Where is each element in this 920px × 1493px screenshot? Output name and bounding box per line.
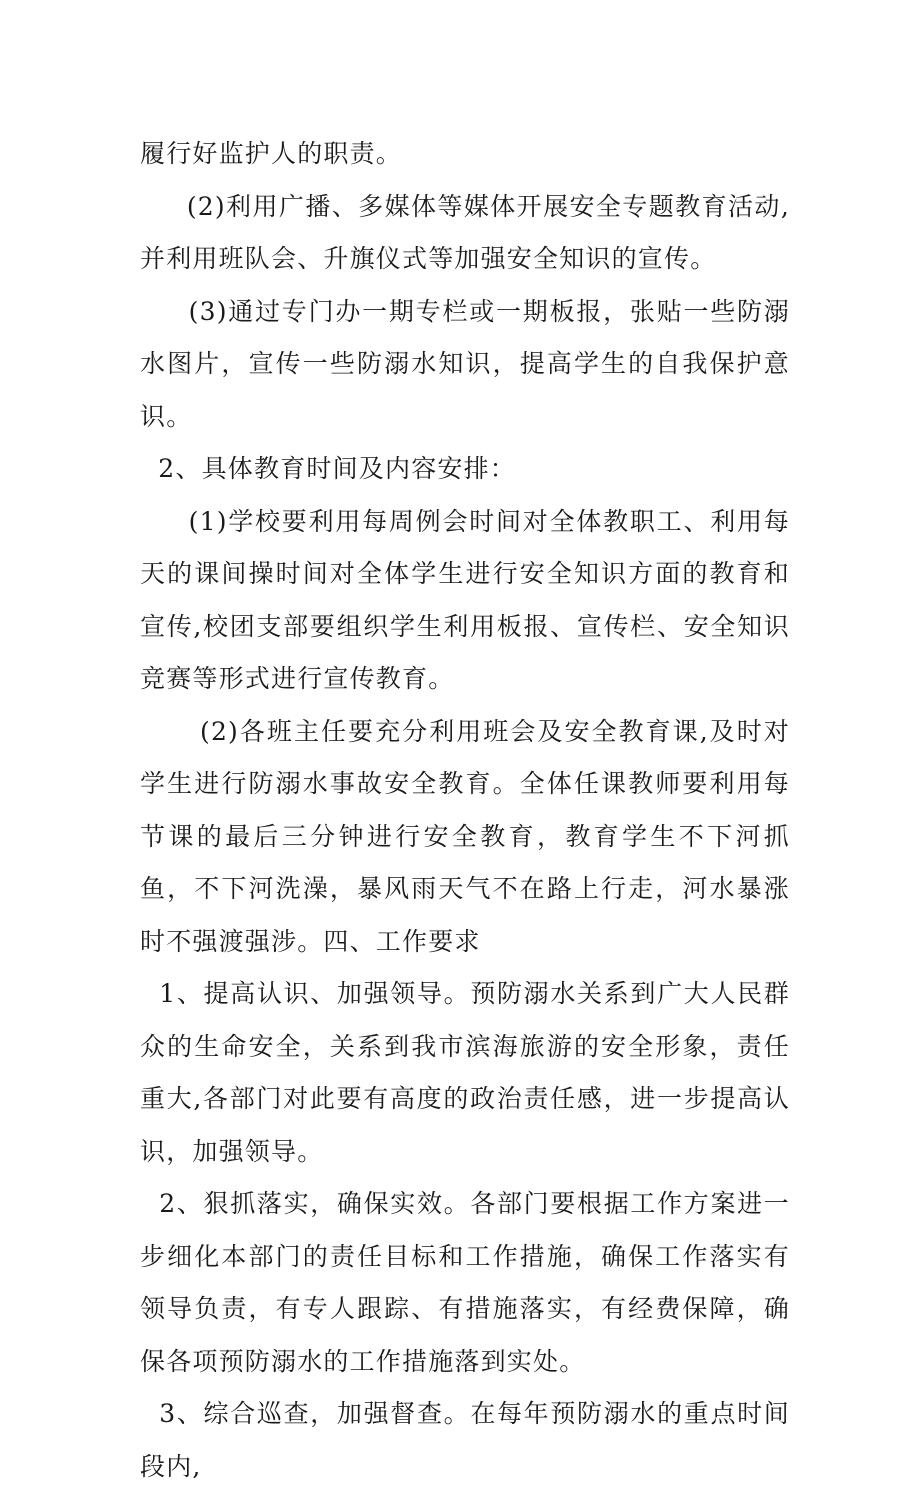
- paragraph: 履行好监护人的职责。: [140, 139, 403, 168]
- paragraph: 1、提高认识、加强领导。预防溺水关系到广大人民群众的生命安全，关系到我市滨海旅游的安全形象，责任重大,各部门对此要有高度的政治责任感，进一步提高认识，加强领导。: [140, 979, 790, 1166]
- paragraph: 2、具体教育时间及内容安排：: [140, 454, 517, 483]
- paragraph: (2)各班主任要充分利用班会及安全教育课,及时对学生进行防溺水事故安全教育。全体任课教师要利用每节课的最后三分钟进行安全教育，教育学生不下河抓鱼，不下河洗澡，暴风雨天气不在路上行走，河水暴涨时不强渡强涉。四、工作要求: [140, 716, 790, 956]
- paragraph: (2)利用广播、多媒体等媒体开展安全专题教育活动,并利用班队会、升旗仪式等加强安全知识的宣传。: [140, 191, 790, 273]
- paragraph: 2、狠抓落实，确保实效。各部门要根据工作方案进一步细化本部门的责任目标和工作措施，确保工作落实有领导负责，有专人跟踪、有措施落实，有经费保障，确保各项预防溺水的工作措施落到实处。: [140, 1189, 790, 1376]
- paragraph: (3)通过专门办一期专栏或一期板报，张贴一些防溺水图片，宣传一些防溺水知识，提高学生的自我保护意识。: [140, 296, 791, 431]
- paragraph: (1)学校要利用每周例会时间对全体教职工、利用每天的课间操时间对全体学生进行安全知识方面的教育和宣传,校团支部要组织学生利用板报、宣传栏、安全知识竞赛等形式进行宣传教育。: [140, 506, 791, 693]
- paragraph: 3、综合巡查，加强督查。在每年预防溺水的重点时间段内,: [140, 1399, 790, 1481]
- document-body: [140, 128, 790, 1493]
